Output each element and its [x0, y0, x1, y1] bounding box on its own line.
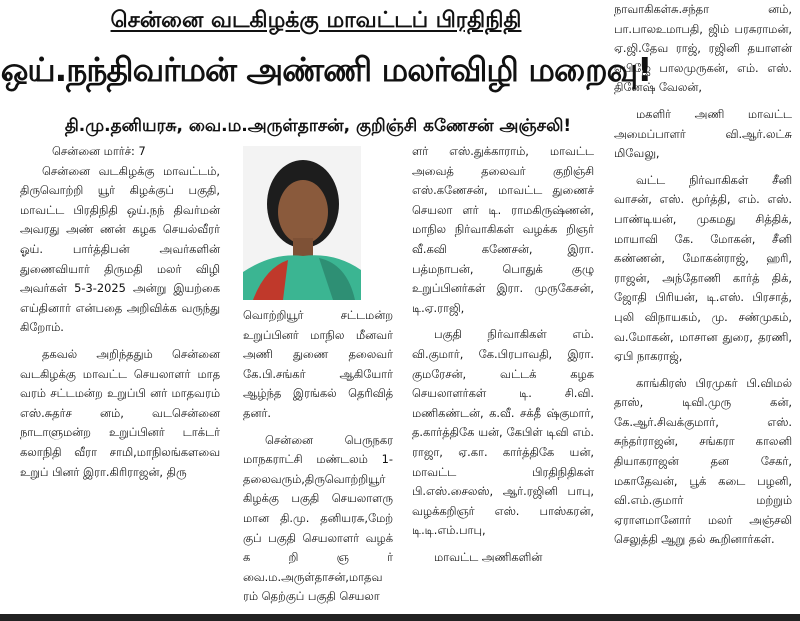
column-3-paragraph-1: ளர் எஸ்.துக்காராம், மாவட்ட அவைத் தலைவர் குறிஞ்சி எஸ்.கணேசன், மாவட்ட துணைச் செயலா ளர் டி. ராமகிருஷ்ணன், மாநில நிர்வாகிகள் வழக்க றிஞர் வீ.கவி கணேசன், இரா. பத்மநாபன், பொதுக் குழு உறுப்பினர்கள் இரா. முருகேசன், டி.ஏ.ராஜி, [412, 144, 594, 315]
bottom-rule [0, 614, 800, 621]
portrait-illustration [243, 146, 361, 300]
column-3-paragraph-3: மாவட்ட அணிகளின் [434, 549, 543, 564]
column-1-paragraph-2: தகவல் அறிந்ததும் சென்னை வடகிழக்கு மாவட்ட செயலாளர் மாத வரம் சட்டமன்ற உறுப்பி னர் மாதவரம் எஸ்.சுதர்ச னம், வடசென்னை நாடாளுமன்ற உறுப்பினர் டாக்டர் கலாநிதி வீரா சாமி,மாநிலங்களவை உறுப் பினர் இரா.கிரிராஜன், திரு [20, 346, 220, 479]
sub-headline: தி.மு.தனியரசு, வை.ம.அருள்தாசன், குறிஞ்சி கணேசன் அஞ்சலி! [64, 116, 572, 136]
column-1-paragraph-1: சென்னை வடகிழக்கு மாவட்டம், திருவொற்றி யூர் கிழக்குப் பகுதி, மாவட்ட பிரதிநிதி ஒய்.நந் திவர்மன் அவரது அண் ணன் கழக செயல்வீரர் ஓய். பார்த்திபன் அவர்களின் துணைவியார் திருமதி மலர் விழி அவர்கள் 5-3-2025 அன்று இயற்கை எய்தினார் என்பதை அறிவிக்க வருந்து கிறோம். [20, 163, 220, 335]
column-4-paragraph-1: நாவாகிகள்சு.சந்தா னம், பா.பாலஉமாபதி, ஜிம் பரசுராமன், ஏ.ஜி.தேவ ராஜ், ரஜினி தயாளன் ஏபிஜே பாலமுருகன், எம். எஸ். தினேஷ் வேலன், [614, 2, 792, 95]
article-column-1 [20, 142, 220, 482]
main-headline: ஒய்.நந்திவர்மன் அண்ணி மலர்விழி மறைவு! [0, 50, 652, 89]
column-4-paragraph-3: வட்ட நிர்வாகிகள் சீனி வாசன், எஸ். மூர்த்தி, எம். எஸ். பாண்டியன், முகமது சித்திக், மாயாவி கே. மோகன், சீனி கண்ணன், மோகன்ராஜ், ஹரி, ராஜன், அந்தோணி கார்த் திக், ஜோதி பிரியன், டி.எஸ். பிரசாத், புலி விநாயகம், மு. சண்முகம், வ.மோகன், மாசான துரை, தரணி, ஏபி நாகராஜ், [614, 172, 792, 364]
article-column-3 [412, 142, 594, 567]
column-2-paragraph-2: சென்னை பெருநகர மாநகராட்சி மண்டலம் 1- தலைவரும்,திருவொற்றியூர் கிழக்கு பகுதி செயலாளரு மான தி.மு. தனியரசு,மேற் குப் பகுதி செயலாளர் வழக் க றி ஞ ர் வை.ம.அருள்தாசன்,மாதவ ரம் தெற்குப் பகுதி செயலா [243, 432, 393, 604]
column-4-paragraph-4: காங்கிரஸ் பிரமுகர் பி.விமல் தாஸ், டிவி.முரு கன், கே.ஆர்.சிவக்குமார், எஸ். சுந்தர்ராஜன், சங்கரா காலனி தியாகராஜன் தன சேகர், மகாதேவன், பூக் கடை பழனி, வி.எம்.குமார் மற்றும் ஏராளமானோர் மலர் அஞ்சலி செலுத்தி ஆறு தல் கூறினார்கள். [614, 375, 792, 547]
dateline: சென்னை மார்ச்: 7 [52, 144, 146, 158]
kicker-headline: சென்னை வடகிழக்கு மாவட்டப் பிரதிநிதி [110, 8, 522, 33]
article-column-2 [243, 306, 393, 607]
article-column-4 [614, 0, 792, 550]
column-4-paragraph-2: மகளிர் அணி மாவட்ட அமைப்பாளர் வி.ஆர்.லட்சு மிவேலு, [614, 106, 792, 161]
portrait-photo [243, 146, 361, 300]
column-3-paragraph-2: பகுதி நிர்வாகிகள் எம். வி.குமார், கே.பிரபாவதி, இரா. குமரேசன், வட்டக் கழக செயலாளர்கள் டி. சி.வி. மணிகண்டன், க.வீ. சக்தீ ஷ்குமார், த.கார்த்திகே யன், கேபிள் டிவி எம். ராஜா, ஏ.கா. கார்த்திகே யன், மாவட்ட பிரதிநிதிகள் பி.எஸ்.சைலஸ், ஆர்.ரஜினி பாபு, வழக்கறிஞர் எஸ். பாஸ்கரன், டி.டி.எம்.பாபு, [412, 327, 594, 538]
column-2-paragraph-1: வொற்றியூர் சட்டமன்ற உறுப்பினர் மாநில மீனவர் அணி துணை தலைவர் கே.பி.சங்கர் ஆகியோர் ஆழ்ந்த இரங்கல் தெரிவித் தனர். [243, 308, 393, 420]
